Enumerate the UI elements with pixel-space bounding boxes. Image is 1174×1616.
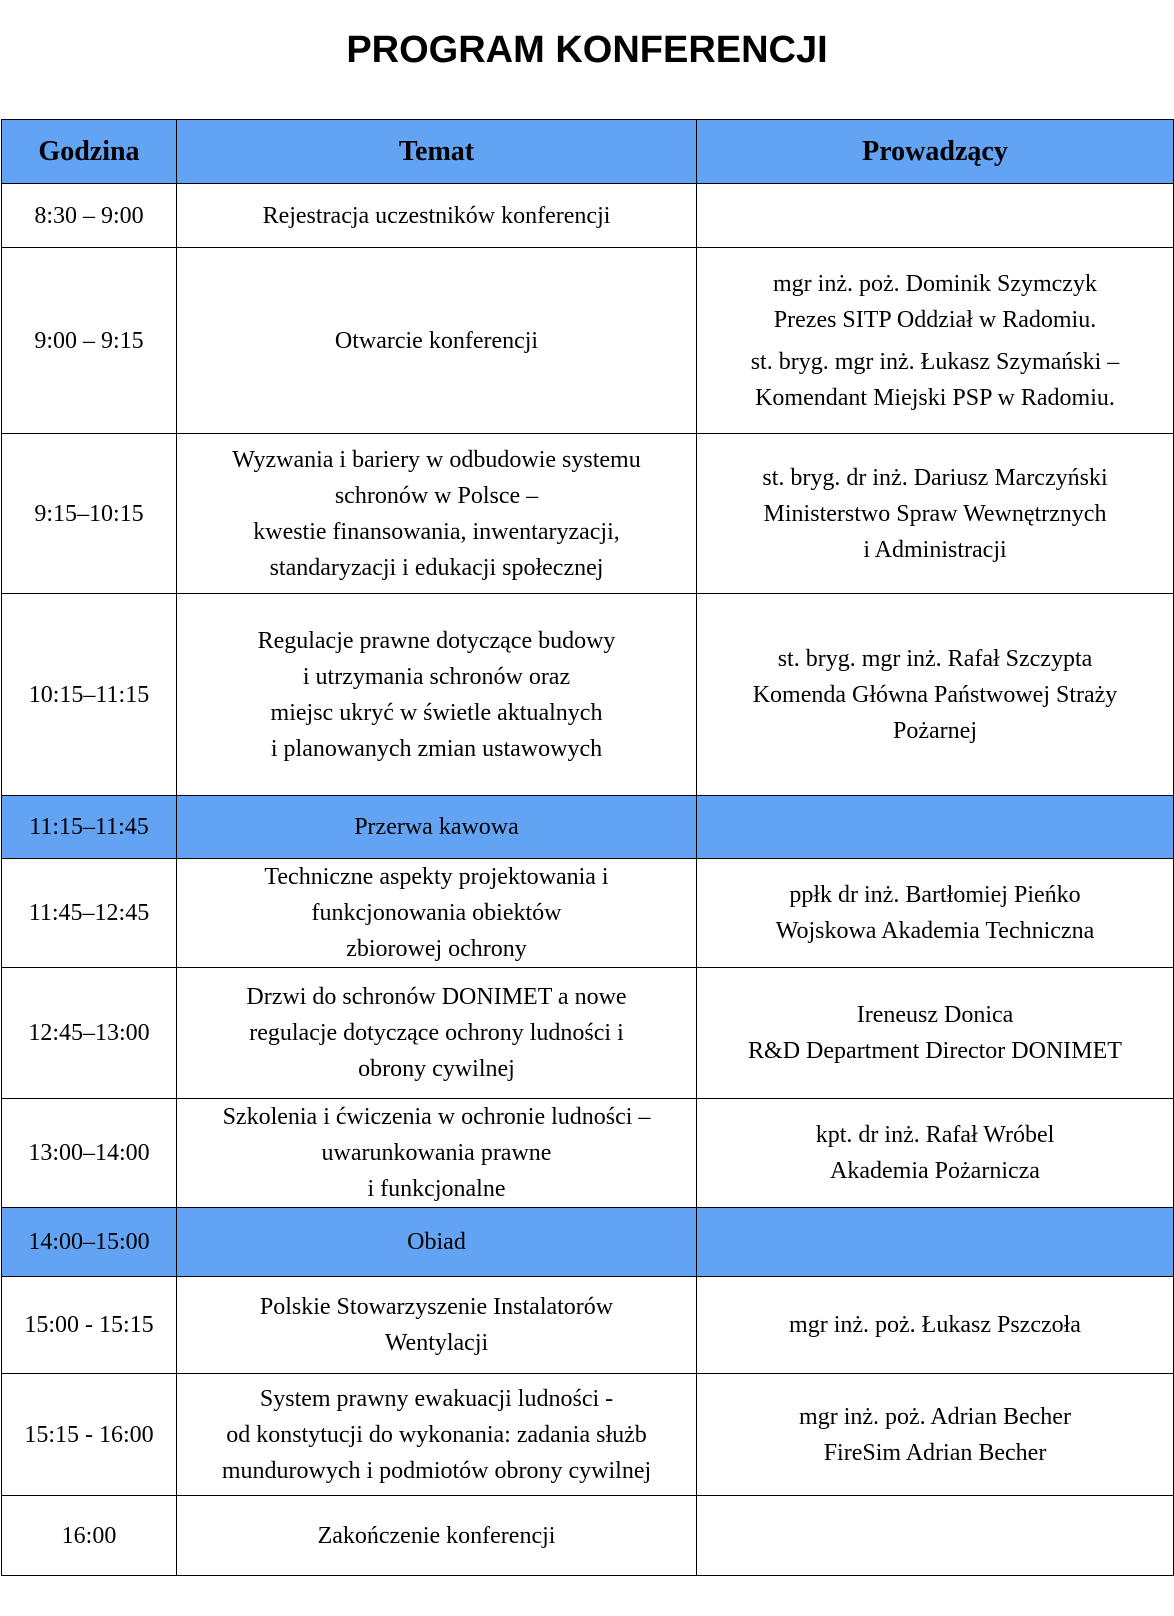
- time-cell: 15:15 - 16:00: [2, 1374, 177, 1496]
- topic-line: Wentylacji: [384, 1330, 489, 1356]
- time-cell: 8:30 – 9:00: [2, 184, 177, 248]
- speaker-cell: [697, 1099, 1174, 1208]
- table-row: [2, 1208, 1174, 1277]
- time-cell: 12:45–13:00: [2, 968, 177, 1099]
- program-table: [1, 119, 1174, 1576]
- speaker-line: Prezes SITP Oddział w Radomiu.: [773, 306, 1097, 333]
- speaker-line: kpt. dr inż. Rafał Wróbel: [815, 1122, 1055, 1148]
- speaker-line: Pożarnej: [893, 717, 977, 744]
- topic-line: standaryzacji i edukacji społecznej: [269, 554, 604, 581]
- topic-line: uwarunkowania prawne: [321, 1140, 552, 1166]
- speaker-line: Komendant Miejski PSP w Radomiu.: [755, 384, 1115, 411]
- topic-line: i funkcjonalne: [367, 1176, 506, 1202]
- topic-line: Obiad: [407, 1229, 466, 1255]
- time-cell: 11:45–12:45: [2, 859, 177, 968]
- topic-line: Otwarcie konferencji: [334, 327, 539, 354]
- header-speaker: Prowadzący: [697, 120, 1174, 184]
- topic-line: Rejestracja uczestników konferencji: [262, 202, 611, 229]
- time-cell: 13:00–14:00: [2, 1099, 177, 1208]
- table-row: [2, 248, 1174, 434]
- table-row: [2, 859, 1174, 968]
- speaker-line: Ministerstwo Spraw Wewnętrznych: [763, 500, 1107, 527]
- speaker-cell: [697, 1496, 1174, 1576]
- topic-line: kwestie finansowania, inwentaryzacji,: [253, 518, 620, 545]
- topic-cell: [177, 248, 697, 434]
- topic-line: miejsc ukryć w świetle aktualnych: [270, 699, 603, 726]
- page-title: PROGRAM KONFERENCJI: [346, 29, 828, 71]
- topic-line: schronów w Polsce –: [334, 482, 539, 509]
- speaker-line: st. bryg. mgr inż. Rafał Szczypta: [777, 645, 1093, 672]
- speaker-line: mgr inż. poż. Adrian Becher: [799, 1403, 1071, 1430]
- time-cell: 14:00–15:00: [2, 1208, 177, 1277]
- topic-cell: [177, 1496, 697, 1576]
- speaker-line: Wojskowa Akademia Techniczna: [775, 918, 1095, 944]
- speaker-cell: [697, 859, 1174, 968]
- speaker-line: ppłk dr inż. Bartłomiej Pieńko: [789, 882, 1081, 908]
- speaker-cell: [697, 434, 1174, 594]
- table-row: [2, 1496, 1174, 1576]
- speaker-line: i Administracji: [863, 536, 1007, 563]
- topic-line: zbiorowej ochrony: [346, 936, 527, 962]
- time-cell: 11:15–11:45: [2, 796, 177, 859]
- topic-line: Drzwi do schronów DONIMET a nowe: [246, 984, 627, 1010]
- topic-line: Zakończenie konferencji: [317, 1522, 556, 1549]
- topic-line: i utrzymania schronów oraz: [302, 663, 571, 690]
- topic-line: i planowanych zmian ustawowych: [270, 735, 603, 762]
- speaker-line: mgr inż. poż. Dominik Szymczyk: [773, 270, 1097, 297]
- speaker-line: Komenda Główna Państwowej Straży: [752, 681, 1118, 708]
- speaker-line: st. bryg. dr inż. Dariusz Marczyński: [762, 464, 1108, 491]
- time-cell: 16:00: [2, 1496, 177, 1576]
- topic-line: Przerwa kawowa: [354, 814, 519, 840]
- topic-cell: [177, 434, 697, 594]
- speaker-line: R&D Department Director DONIMET: [748, 1038, 1122, 1064]
- topic-line: regulacje dotyczące ochrony ludności i: [249, 1020, 624, 1046]
- header-time: Godzina: [2, 120, 177, 184]
- topic-line: od konstytucji do wykonania: zadania służb: [226, 1421, 647, 1448]
- table-row: [2, 594, 1174, 796]
- topic-line: Techniczne aspekty projektowania i: [264, 864, 609, 890]
- speaker-line: FireSim Adrian Becher: [823, 1439, 1047, 1466]
- time-cell: 9:15–10:15: [2, 434, 177, 594]
- topic-cell: [177, 1208, 697, 1277]
- topic-cell: [177, 796, 697, 859]
- speaker-cell: [697, 1208, 1174, 1277]
- speaker-line: Ireneusz Donica: [856, 1002, 1014, 1028]
- program-body: [2, 184, 1174, 1576]
- table-row: [2, 1099, 1174, 1208]
- topic-cell: [177, 1099, 697, 1208]
- topic-cell: [177, 1277, 697, 1374]
- header-row: [2, 120, 1174, 184]
- topic-line: Wyzwania i bariery w odbudowie systemu: [232, 446, 641, 473]
- speaker-line: mgr inż. poż. Łukasz Pszczoła: [789, 1312, 1081, 1338]
- speaker-cell: [697, 184, 1174, 248]
- topic-line: Szkolenia i ćwiczenia w ochronie ludności –: [222, 1104, 651, 1130]
- header-topic: Temat: [177, 120, 697, 184]
- time-cell: 10:15–11:15: [2, 594, 177, 796]
- topic-cell: [177, 859, 697, 968]
- speaker-cell: [697, 248, 1174, 434]
- speaker-cell: [697, 1374, 1174, 1496]
- speaker-line: Akademia Pożarnicza: [830, 1158, 1040, 1184]
- topic-line: Polskie Stowarzyszenie Instalatorów: [259, 1294, 614, 1320]
- topic-line: System prawny ewakuacji ludności -: [259, 1385, 614, 1412]
- topic-line: mundurowych i podmiotów obrony cywilnej: [221, 1457, 652, 1484]
- table-row: [2, 434, 1174, 594]
- table-row: [2, 796, 1174, 859]
- topic-cell: [177, 968, 697, 1099]
- topic-line: obrony cywilnej: [358, 1056, 515, 1082]
- topic-cell: [177, 1374, 697, 1496]
- speaker-cell: [697, 796, 1174, 859]
- topic-line: Regulacje prawne dotyczące budowy: [257, 627, 616, 654]
- topic-cell: [177, 184, 697, 248]
- topic-line: funkcjonowania obiektów: [311, 900, 562, 926]
- table-row: [2, 184, 1174, 248]
- speaker-cell: [697, 1277, 1174, 1374]
- time-cell: 15:00 - 15:15: [2, 1277, 177, 1374]
- speaker-cell: [697, 594, 1174, 796]
- table-row: [2, 1277, 1174, 1374]
- table-row: [2, 1374, 1174, 1496]
- time-cell: 9:00 – 9:15: [2, 248, 177, 434]
- speaker-cell: [697, 968, 1174, 1099]
- table-row: [2, 968, 1174, 1099]
- speaker-line: st. bryg. mgr inż. Łukasz Szymański –: [750, 348, 1120, 375]
- topic-cell: [177, 594, 697, 796]
